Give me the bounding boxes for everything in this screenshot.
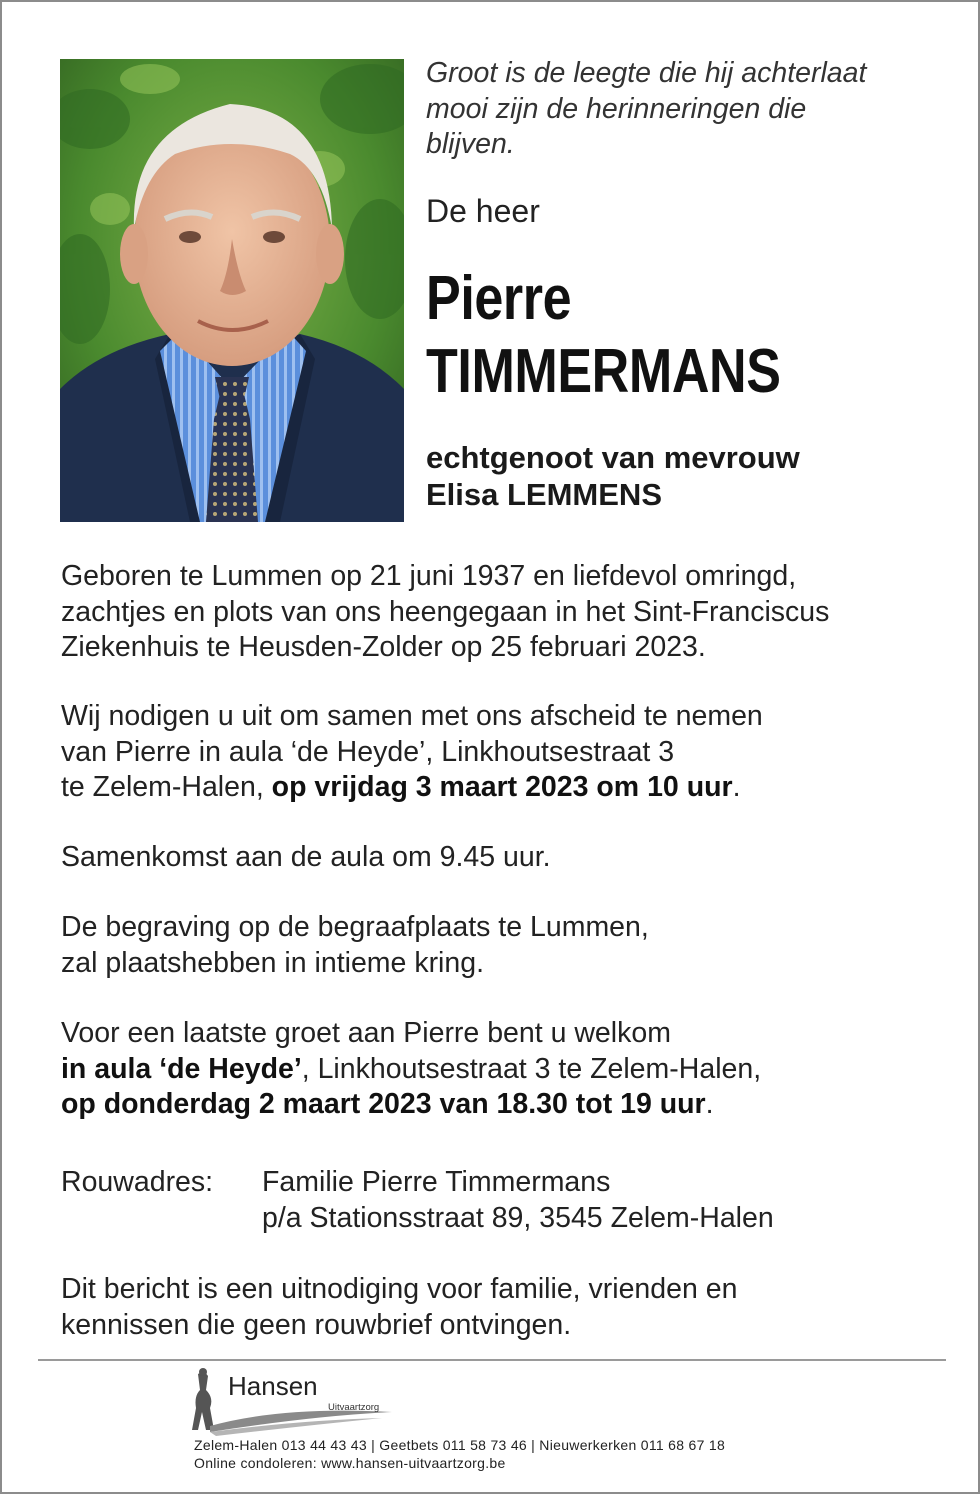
address-label: Rouwadres: — [61, 1166, 214, 1198]
paragraph-line: Voor een laatste groet aan Pierre bent u welkom — [61, 1017, 671, 1049]
address-line: p/a Stationsstraat 89, 3545 Zelem-Halen — [262, 1202, 774, 1234]
logo-subtitle: Uitvaartzorg — [328, 1402, 380, 1413]
funeral-home-logo — [192, 1368, 432, 1438]
verse-line: mooi zijn de herinneringen die — [426, 92, 807, 125]
paragraph-line: De begraving op de begraafplaats te Lummen, — [61, 911, 649, 943]
deceased-last-name: TIMMERMANS — [426, 337, 781, 406]
burial-paragraph — [61, 910, 941, 981]
paragraph-line: Geboren te Lummen op 21 juni 1937 en liefdevol omringd, — [61, 560, 797, 592]
paragraph-line — [61, 770, 941, 806]
visitation-paragraph — [61, 1016, 941, 1123]
portrait-photo — [60, 59, 404, 522]
portrait-image — [60, 59, 404, 522]
paragraph-line: Dit bericht is een uitnodiging voor familie, vrienden en — [61, 1273, 738, 1305]
visitation-date: op donderdag 2 maart 2023 van 18.30 tot 19 uur — [61, 1088, 706, 1120]
paragraph-line: zachtjes en plots van ons heengegaan in het Sint-Franciscus — [61, 595, 830, 628]
address-lines — [262, 1164, 774, 1236]
deceased-first-name: Pierre — [426, 264, 572, 333]
invitation-paragraph — [61, 699, 941, 806]
text-fragment: . — [705, 1088, 714, 1120]
paragraph-line: Wij nodigen u uit om samen met ons afscheid te nemen — [61, 700, 763, 732]
memorial-verse — [426, 56, 946, 163]
gathering-paragraph — [61, 840, 941, 876]
honorific: De heer — [426, 193, 540, 229]
text-fragment: , Linkhoutsestraat 3 te Zelem-Halen, — [301, 1052, 762, 1085]
deceased-name — [426, 262, 880, 408]
footer-divider — [38, 1359, 946, 1361]
paragraph-line: Ziekenhuis te Heusden-Zolder op 25 februari 2023. — [61, 631, 706, 663]
paragraph-line: Samenkomst aan de aula om 9.45 uur. — [61, 841, 551, 873]
visitation-location: in aula ‘de Heyde’ — [61, 1052, 302, 1085]
text-fragment: te Zelem-Halen, — [61, 771, 272, 803]
spouse-name: Elisa LEMMENS — [426, 477, 662, 512]
closing-paragraph — [61, 1272, 941, 1343]
paragraph-line — [61, 1052, 941, 1088]
text-fragment: . — [732, 771, 741, 803]
branch-phones: Zelem-Halen 013 44 43 43 | Geetbets 011 58 73 46 | Nieuwerkerken 011 68 67 18 — [194, 1437, 726, 1453]
paragraph-line — [61, 1087, 941, 1123]
logo-name: Hansen — [228, 1371, 318, 1401]
paragraph-line: zal plaatshebben in intieme kring. — [61, 946, 485, 979]
spouse-line: echtgenoot van mevrouw — [426, 440, 800, 475]
verse-line: blijven. — [426, 128, 515, 160]
verse-line: Groot is de leegte die hij achterlaat — [426, 57, 867, 89]
ceremony-date: op vrijdag 3 maart 2023 om 10 uur — [271, 771, 733, 803]
birth-paragraph — [61, 559, 941, 666]
paragraph-line: kennissen die geen rouwbrief ontvingen. — [61, 1308, 572, 1341]
address-line: Familie Pierre Timmermans — [262, 1166, 611, 1198]
contact-footer — [194, 1436, 894, 1472]
spouse-info — [426, 439, 966, 513]
paragraph-line: van Pierre in aula ‘de Heyde’, Linkhoutsestraat 3 — [61, 735, 675, 768]
condolence-link[interactable]: Online condoleren: www.hansen-uitvaartzorg.be — [194, 1455, 506, 1471]
